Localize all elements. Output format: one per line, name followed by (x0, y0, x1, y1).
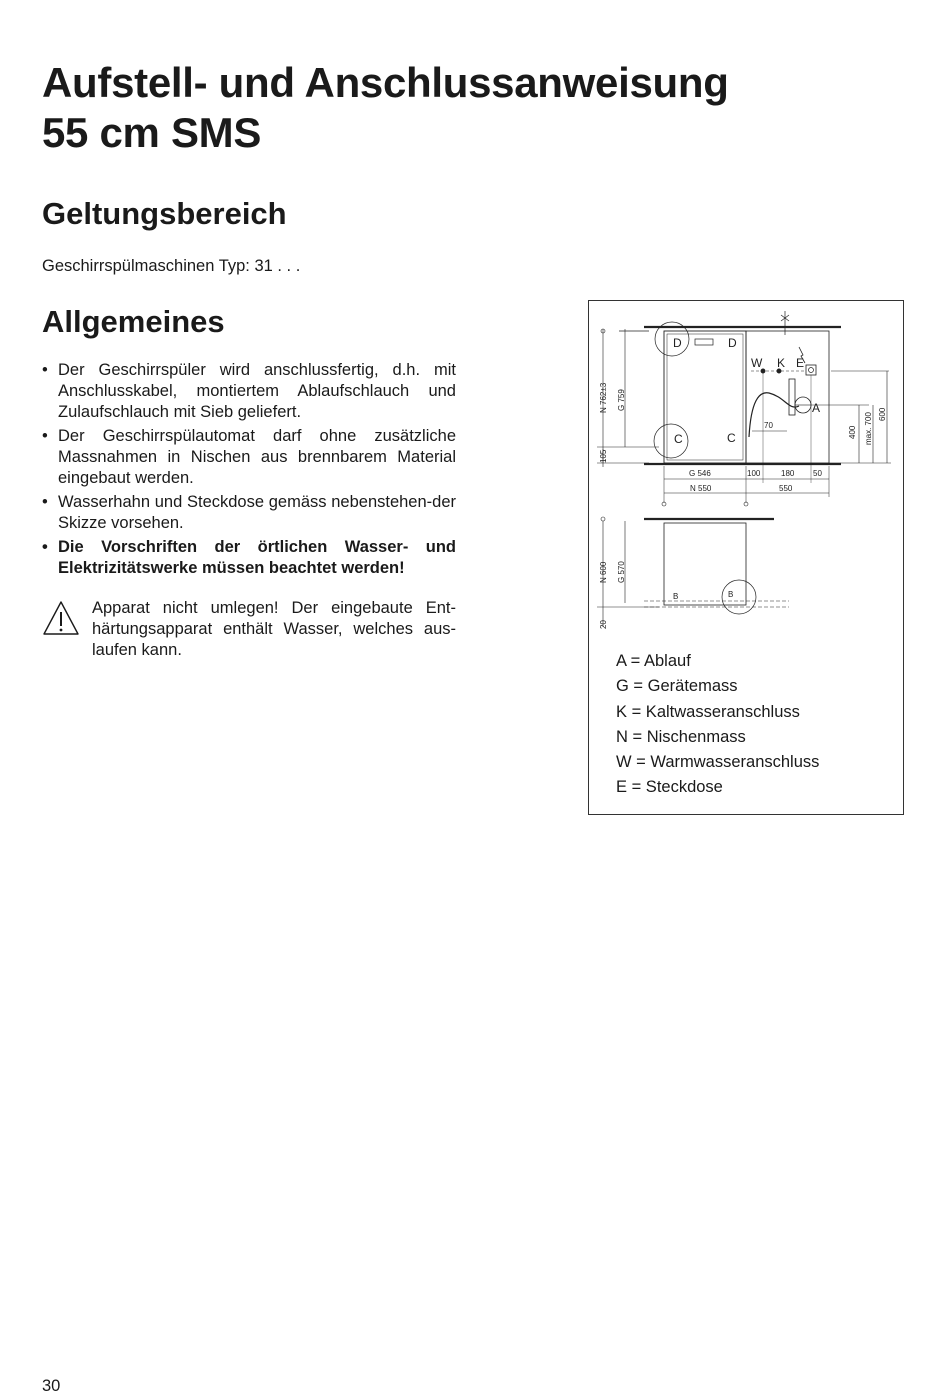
dim-g546: G 546 (689, 469, 711, 478)
scope-text: Geschirrspülmaschinen Typ: 31 . . . (42, 257, 301, 275)
legend-item: E = Steckdose (616, 778, 723, 797)
label-e: E (796, 356, 805, 370)
dim-550: 550 (779, 484, 793, 493)
dim-max700: max. 700 (864, 412, 873, 445)
dim-n600: N 600 (599, 561, 608, 583)
dim-105: 105 (599, 449, 608, 463)
dim-180: 180 (781, 469, 795, 478)
page-title (42, 58, 729, 158)
page-number: 30 (42, 1377, 61, 1395)
dim-20: 20 (599, 620, 608, 629)
label-b-1: B (673, 592, 679, 601)
dim-70: 70 (764, 421, 773, 430)
label-d-2: D (728, 336, 737, 350)
label-a: A (812, 401, 821, 415)
dim-50: 50 (813, 469, 822, 478)
label-b-2: B (728, 590, 734, 599)
label-c-2: C (727, 431, 736, 445)
bullet-item: • Der Geschirrspüler wird anschlussfertig, d.h. mit Anschlusskabel, montiertem Ablaufschlauch und Zulaufschlauch mit Sieb geliefert. (42, 360, 456, 423)
legend-item: W = Warmwasseranschluss (616, 753, 820, 772)
dim-100: 100 (747, 469, 761, 478)
dim-n550: N 550 (690, 484, 712, 493)
warning-text: Apparat nicht umlegen! Der eingebaute Ent-härtungsapparat enthält Wasser, welches aus-laufen kann. (92, 599, 456, 659)
legend-item: A = Ablauf (616, 652, 691, 670)
label-k: K (777, 356, 786, 370)
general-bullet-list (42, 360, 456, 582)
installation-diagram (588, 300, 904, 815)
label-w: W (751, 356, 763, 370)
title-line-2: 55 cm SMS (42, 109, 262, 156)
bullet-item: • Wasserhahn und Steckdose gemäss nebenstehen-der Skizze vorsehen. (42, 492, 456, 534)
legend-item: N = Nischenmass (616, 727, 746, 746)
dim-n762: N 762±3 (599, 382, 608, 413)
scope-heading: Geltungsbereich (42, 196, 287, 231)
dim-600: 600 (878, 407, 887, 421)
bullet-item-regulations: • Die Vorschriften der örtlichen Wasser- und Elektrizitätswerke müssen beachtet werden! (42, 537, 456, 579)
diagram-legend (616, 649, 819, 801)
dim-g570: G 570 (617, 561, 626, 583)
bullet-item: • Der Geschirrspülautomat darf ohne zusätzliche Massnahmen in Nischen aus brennbarem Material eingebaut werden. (42, 426, 456, 489)
warning-triangle-icon (42, 600, 80, 636)
label-d-1: D (673, 336, 682, 350)
title-line-1: Aufstell- und Anschlussanweisung (42, 59, 729, 106)
label-c-1: C (674, 432, 683, 446)
warning-note (42, 598, 456, 661)
niche-dimension-drawing (589, 301, 905, 646)
dim-g759: G 759 (617, 389, 626, 411)
general-heading: Allgemeines (42, 304, 225, 339)
legend-item: G = Gerätemass (616, 677, 738, 696)
legend-item: K = Kaltwasseranschluss (616, 702, 800, 721)
dim-400: 400 (848, 425, 857, 439)
